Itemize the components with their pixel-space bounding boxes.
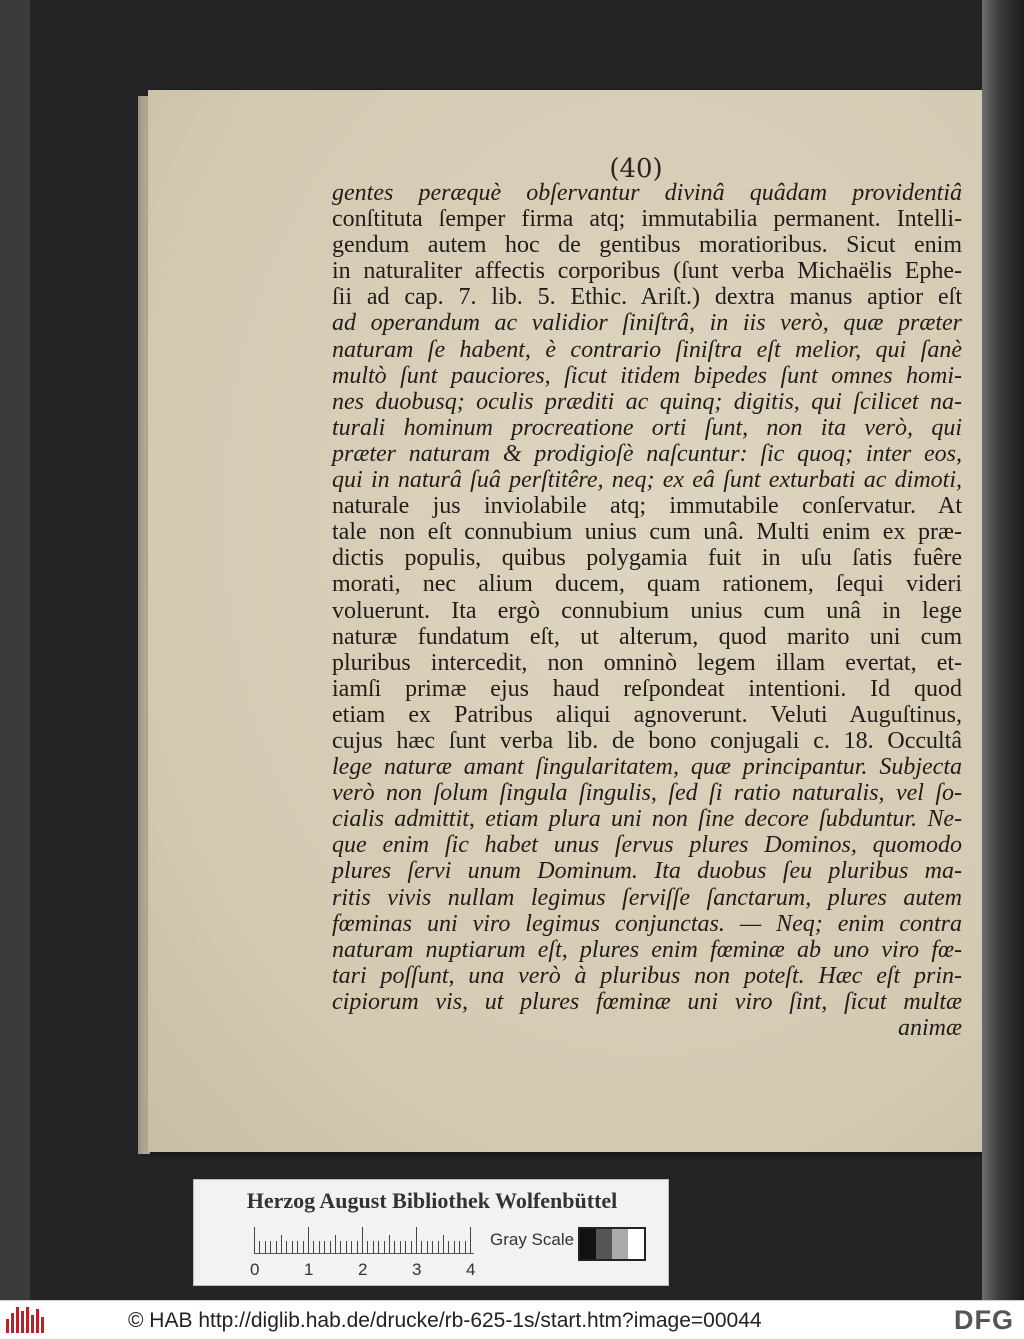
scanner-background-left [0,0,30,1300]
text-line: fœminas uni viro legimus conjunctas. — Neq; enim contra [332,910,962,937]
gray-swatch [580,1229,596,1259]
gray-swatch [628,1229,644,1259]
ruler-tick [346,1241,347,1253]
ruler-tick [303,1241,304,1253]
text-line: cujus hæc ſunt verba lib. de bono conjugali c. 18. Occultâ [332,727,962,754]
book-spine [982,0,1024,1300]
text-line: tale non eſt connubium unius cum unâ. Multi enim ex præ- [332,519,962,546]
text-line: plures ſervi unum Dominum. Ita duobus ſeu pluribus ma- [332,858,962,885]
ruler-tick [373,1241,374,1253]
gray-swatch [596,1229,612,1259]
ruler-tick [340,1241,341,1253]
text-line: cipiorum vis, ut plures fœminæ uni viro ſint, ſicut multæ [332,988,962,1015]
text-line: animæ [897,1015,962,1041]
text-line: tari poſſunt, una verò à pluribus non poteſt. Hæc eſt prin- [332,962,962,989]
ruler-tick [330,1241,331,1253]
page-text [332,180,962,1041]
text-line: etiam ex Patribus aliqui agnoverunt. Veluti Auguſtinus, [332,701,962,728]
text-line: cialis admittit, etiam plura uni non ſine decore ſubduntur. Ne- [332,806,962,833]
text-line: pluribus intercedit, non omninò legem illam evertat, et- [332,649,962,676]
ruler-scale [254,1228,474,1254]
ruler-tick [297,1241,298,1253]
ruler-number: 0 [250,1260,260,1279]
ruler-tick [438,1241,439,1253]
text-line: iamſi primæ ejus haud reſpondeat intentioni. Id quod [332,675,962,702]
text-line: lege naturæ amant ſingularitatem, quæ principantur. Subjecta [332,754,962,781]
ruler-tick [421,1241,422,1253]
ruler-tick [416,1227,417,1253]
text-line: naturam ſe habent, è contrario ſiniſtra eſt melior, qui ſanè [332,336,962,363]
text-line: nes duobusq; oculis præditi ac quinq; digitis, qui ſcilicet na- [332,388,962,415]
text-line: que enim ſic habet unus ſervus plures Dominos, quomodo [332,832,962,859]
gray-scale-label: Gray Scale [490,1230,575,1249]
ruler-tick [265,1241,266,1253]
hab-logo-icon [6,1307,46,1333]
text-line: in naturaliter affectis corporibus (ſunt verba Michaëlis Ephe- [332,258,962,285]
footer-bar [0,1300,1024,1339]
logo-bar [11,1313,14,1333]
logo-bar [6,1319,9,1333]
ruler-tick [367,1241,368,1253]
text-line: gendum autem hoc de gentibus moratioribus. Sicut enim [332,232,962,259]
ruler-tick [465,1241,466,1253]
ruler-tick [313,1241,314,1253]
text-line: ad operandum ac validior ſiniſtrâ, in iis verò, quæ præter [332,310,962,337]
text-line: naturam nuptiarum eſt, plures enim fœminæ ab uno viro fœ- [332,936,962,963]
ruler-tick [292,1241,293,1253]
copyright-link[interactable]: © HAB http://diglib.hab.de/drucke/rb-625-1s/start.htm?image=00044 [128,1309,762,1332]
logo-bar [41,1317,44,1333]
ruler-tick [259,1241,260,1253]
text-line: turali hominum procreatione orti ſunt, non ita verò, qui [332,414,962,441]
text-line: morati, nec alium ducem, quam rationem, ſequi videri [332,571,962,598]
ruler-tick [362,1227,363,1253]
text-line: voluerunt. Ita ergò connubium unius cum unâ in lege [332,597,962,624]
ruler-tick [276,1241,277,1253]
ruler-tick [448,1241,449,1253]
logo-bar [26,1307,29,1333]
text-line: multò ſunt pauciores, ſicut itidem bipedes ſunt omnes homi- [332,362,962,389]
text-line: dictis populis, quibus polygamia fuit in uſu ſatis fuêre [332,545,962,572]
ruler-tick [405,1241,406,1253]
text-line: naturale jus inviolabile atq; immutabile conſervatur. At [332,493,962,520]
text-line: gentes peræquè obſervantur divinâ quâdam providentiâ [332,180,962,206]
logo-bar [16,1307,19,1333]
ruler-tick [308,1227,309,1253]
logo-bar [36,1309,39,1333]
ruler-tick [400,1241,401,1253]
ruler-number: 3 [412,1260,422,1279]
ruler-tick [454,1241,455,1253]
ruler-tick [281,1235,282,1253]
ruler-tick [254,1227,255,1253]
ruler-number: 1 [304,1260,314,1279]
logo-bar [31,1315,34,1333]
text-line: præter naturam & prodigioſè naſcuntur: ſic quoq; inter eos, [332,440,962,467]
ruler-tick [378,1241,379,1253]
dfg-logo: DFG [954,1305,1014,1335]
ruler-tick [389,1235,390,1253]
ruler-number: 4 [466,1260,476,1279]
text-line: ſii ad cap. 7. lib. 5. Ethic. Ariſt.) dextra manus aptior eſt [332,284,962,311]
ruler-tick [351,1241,352,1253]
ruler-tick [427,1241,428,1253]
color-calibration-bar [193,1179,669,1286]
ruler-tick [443,1235,444,1253]
logo-bar [21,1311,24,1333]
library-name: Herzog August Bibliothek Wolfenbüttel [246,1188,618,1213]
ruler-tick [470,1227,471,1253]
ruler-tick [357,1241,358,1253]
ruler-tick [411,1241,412,1253]
text-line: qui in naturâ ſuâ perſtitêre, neq; ex eâ ſunt exturbati ac dimoti, [332,467,962,494]
gray-swatch [612,1229,628,1259]
ruler-tick [432,1241,433,1253]
ruler-tick [324,1241,325,1253]
page-number: (40) [609,154,663,184]
ruler-tick [459,1241,460,1253]
text-line: naturæ fundatum eſt, ut alterum, quod marito uni cum [332,623,962,650]
text-line: conſtituta ſemper firma atq; immutabilia permanent. Intelli- [332,206,962,233]
text-line: ritis vivis nullam legimus ſerviſſe ſanctarum, plures autem [332,884,962,911]
ruler-tick [286,1241,287,1253]
ruler-tick [335,1235,336,1253]
ruler-tick [319,1241,320,1253]
ruler-tick [270,1241,271,1253]
gray-scale-swatches [578,1227,646,1261]
ruler-number: 2 [358,1260,368,1279]
ruler-tick [394,1241,395,1253]
text-line: verò non ſolum ſingula ſingulis, ſed ſi ratio naturalis, vel ſo- [332,780,962,807]
ruler-tick [384,1241,385,1253]
